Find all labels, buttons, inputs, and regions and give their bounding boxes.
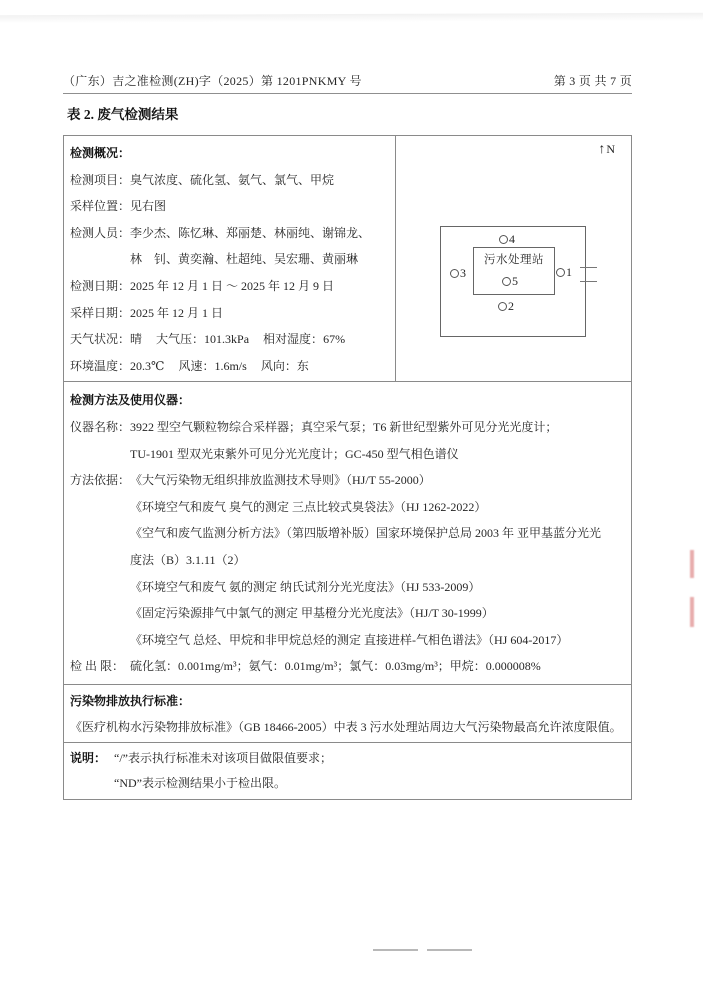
page-indicator: 第 3 页 共 7 页	[553, 74, 632, 88]
line-value: 2025 年 12 月 1 日 ～ 2025 年 12 月 9 日	[130, 278, 335, 293]
point-number: 4	[509, 232, 515, 246]
line-label	[70, 494, 130, 521]
line-value: 东	[296, 358, 309, 373]
line-label	[70, 574, 130, 601]
detection-limit-line	[70, 653, 625, 680]
method-line	[70, 600, 625, 627]
point-circle-icon	[502, 277, 511, 286]
line-label: 检 出 限：	[70, 659, 125, 674]
overview-cell	[64, 136, 396, 381]
line-value: 臭气浓度、硫化氢、氨气、氯气、甲烷	[130, 172, 335, 187]
sampling-point-5	[502, 274, 518, 289]
standards-body: 《医疗机构水污染物排放标准》（GB 18466-2005）中表 3 污水处理站周边大气污染物最高允许浓度限值。	[70, 720, 622, 735]
line-value: “/”表示执行标准未对该项目做限值要求；	[114, 751, 332, 766]
point-circle-icon	[498, 302, 507, 311]
line-value: 《环境空气和废气 臭气的测定 三点比较式臭袋法》（HJ 1262-2022）	[130, 499, 487, 514]
note-line-1	[70, 746, 625, 771]
point-circle-icon	[499, 235, 508, 244]
line-value: 晴	[130, 332, 143, 347]
overview-line	[70, 273, 387, 300]
environment-line	[70, 353, 387, 380]
stamp-bleed-mark-2	[690, 597, 694, 627]
overview-line	[70, 246, 387, 273]
line-value: “ND”表示检测结果小于检出限。	[114, 776, 286, 791]
line-value: 《空气和废气监测分析方法》（第四版增补版）国家环境保护总局 2003 年 亚甲基蓝分光光	[130, 526, 602, 541]
line-label: 采样位置：	[70, 199, 131, 214]
line-value: 3922 型空气颗粒物综合采样器；真空采气泵；T6 新世纪型紫外可见分光光度计；	[130, 419, 558, 434]
line-label	[70, 441, 130, 468]
line-label: 相对湿度：	[263, 332, 324, 347]
point-circle-icon	[450, 269, 459, 278]
page-header	[63, 72, 632, 89]
line-label	[70, 627, 130, 654]
stamp-bleed-mark-1	[690, 550, 694, 578]
gate-mark	[580, 281, 597, 282]
line-label	[70, 246, 130, 273]
methods-heading: 检测方法及使用仪器：	[70, 393, 191, 408]
point-number: 5	[512, 274, 518, 288]
detection-table	[63, 135, 632, 800]
method-line	[70, 547, 625, 574]
facility-label: 污水处理站	[484, 254, 544, 266]
method-line	[70, 574, 625, 601]
sampling-point-4	[499, 232, 515, 247]
line-label: 方法依据：	[70, 473, 131, 488]
overview-line	[70, 220, 387, 247]
standards-heading: 污染物排放执行标准：	[70, 694, 191, 709]
point-number: 3	[460, 266, 466, 280]
line-value: 1.6m/s	[214, 358, 247, 373]
site-boundary	[440, 226, 586, 337]
line-value: 见右图	[130, 199, 167, 214]
line-label: 检测项目：	[70, 172, 131, 187]
line-value: TU-1901 型双光束紫外可见分光光度计；GC-450 型气相色谱仪	[130, 446, 459, 461]
line-label: 环境温度：	[70, 358, 131, 373]
point-number: 2	[508, 299, 514, 313]
overview-line	[70, 193, 387, 220]
line-label: 风向：	[260, 358, 297, 373]
line-label	[70, 520, 130, 547]
overview-line	[70, 167, 387, 194]
line-label	[70, 600, 130, 627]
line-label	[70, 547, 130, 574]
table-title: 表 2. 废气检测结果	[67, 107, 179, 122]
line-value: 20.3℃	[130, 358, 165, 373]
overview-row	[64, 136, 631, 382]
sampling-point-1	[556, 265, 572, 280]
note-line-2	[70, 771, 625, 796]
footer-fold-mark-left	[373, 949, 418, 951]
line-label: 采样日期：	[70, 305, 131, 320]
line-label: 检测人员：	[70, 225, 131, 240]
line-value: 101.3kPa	[204, 332, 250, 347]
line-label: 检测日期：	[70, 278, 131, 293]
method-line	[70, 414, 625, 441]
weather-line	[70, 326, 387, 353]
sampling-point-3	[450, 266, 466, 281]
line-value: 67%	[323, 332, 346, 347]
notes-label: 说明：	[70, 751, 107, 766]
line-label: 仪器名称：	[70, 419, 131, 434]
line-value: 2025 年 12 月 1 日	[130, 305, 224, 320]
sampling-point-2	[498, 299, 514, 314]
footer-fold-mark-right	[427, 949, 472, 951]
line-label: 大气压：	[156, 332, 205, 347]
overview-heading: 检测概况：	[70, 146, 131, 160]
scan-artifact-top	[0, 13, 703, 23]
line-value: 《环境空气和废气 氨的测定 纳氏试剂分光光度法》（HJ 533-2009）	[130, 579, 481, 594]
overview-line	[70, 300, 387, 327]
line-value: 《大气污染物无组织排放监测技术导则》（HJ/T 55-2000）	[130, 473, 431, 488]
method-line	[70, 467, 625, 494]
north-arrow-icon: ↑	[598, 142, 606, 157]
method-line	[70, 520, 625, 547]
line-value: 度法（B）3.1.11（2）	[130, 552, 246, 567]
north-indicator	[598, 142, 615, 158]
facility-box	[473, 247, 555, 295]
diagram-cell	[396, 136, 631, 381]
gate-mark	[580, 267, 597, 268]
line-value: 硫化氢：0.001mg/m³；氨气：0.01mg/m³；氯气：0.03mg/m³；甲烷：0.000008%	[130, 659, 541, 674]
notes-row	[64, 743, 631, 799]
report-number: （广东）吉之准检测(ZH)字（2025）第 1201PNKMY 号	[63, 74, 362, 88]
method-line	[70, 627, 625, 654]
methods-row	[64, 382, 631, 685]
header-divider	[63, 93, 632, 94]
line-value: 《环境空气 总烃、甲烷和非甲烷总烃的测定 直接进样-气相色谱法》（HJ 604-2017）	[130, 632, 569, 647]
line-value: 《固定污染源排气中氯气的测定 甲基橙分光光度法》（HJ/T 30-1999）	[130, 606, 494, 621]
method-line	[70, 494, 625, 521]
point-number: 1	[566, 265, 572, 279]
line-value: 李少杰、陈忆琳、郑丽楚、林丽纯、谢锦龙、	[130, 225, 371, 240]
line-value: 林 钊、黄奕瀚、杜超纯、吴宏珊、黄丽琳	[130, 252, 359, 267]
standards-row	[64, 685, 631, 743]
method-line	[70, 441, 625, 468]
line-label: 风速：	[178, 358, 215, 373]
north-label: N	[606, 142, 615, 156]
point-circle-icon	[556, 268, 565, 277]
line-label: 天气状况：	[70, 332, 131, 347]
